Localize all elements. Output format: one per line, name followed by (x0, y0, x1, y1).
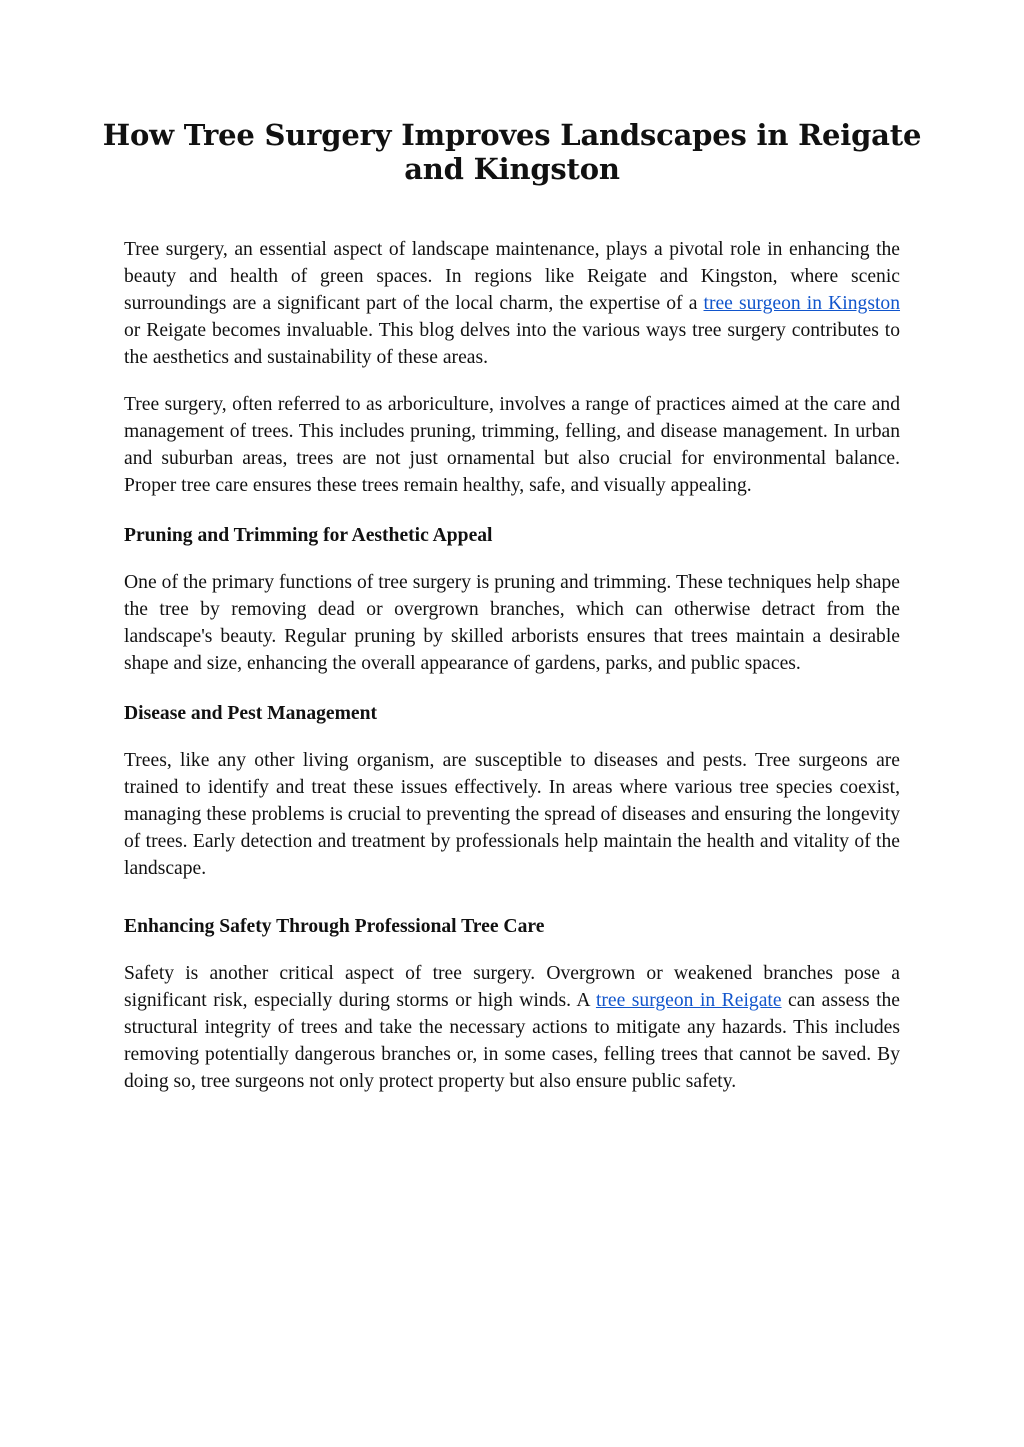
document-page (102, 118, 922, 1095)
arboriculture-paragraph: Tree surgery, often referred to as arboriculture, involves a range of practices aimed at the care and management of trees. This includes pruning, trimming, felling, and disease management. In urban and suburban areas, trees are not just ornamental but also crucial for environmental balance. Proper tree care ensures these trees remain healthy, safe, and visually appealing. (124, 394, 900, 496)
disease-heading: Disease and Pest Management (124, 703, 378, 724)
safety-text-after: can assess the structural integrity of trees and take the necessary actions to mitigate any hazards. This includes removing potentially dangerous branches or, in some cases, felling trees that cannot be saved. By doing so, tree surgeons not only protect property but also ensure public safety. (124, 990, 901, 1092)
safety-heading: Enhancing Safety Through Professional Tree Care (124, 916, 545, 937)
pruning-paragraph: One of the primary functions of tree surgery is pruning and trimming. These techniques help shape the tree by removing dead or overgrown branches, which can otherwise detract from the landscape's beauty. Regular pruning by skilled arborists ensures that trees maintain a desirable shape and size, enhancing the overall appearance of gardens, parks, and public spaces. (124, 572, 900, 674)
tree-surgeon-kingston-link[interactable]: tree surgeon in Kingston (703, 293, 901, 314)
intro-text-before: Tree surgery, an essential aspect of landscape maintenance, plays a pivotal role in enhancing the beauty and health of green spaces. In regions like Reigate and Kingston, where scenic surroundings are a significant part of the local charm, the expertise of a (124, 239, 900, 314)
safety-paragraph (124, 960, 900, 1095)
safety-text-before: Safety is another critical aspect of tree surgery. Overgrown or weakened branches pose a significant risk, especially during storms or high winds. A (124, 963, 900, 1011)
intro-text-after: or Reigate becomes invaluable. This blog delves into the various ways tree surgery contributes to the aesthetics and sustainability of these areas. (124, 320, 900, 368)
pruning-heading: Pruning and Trimming for Aesthetic Appeal (124, 525, 493, 546)
disease-paragraph: Trees, like any other living organism, are susceptible to diseases and pests. Tree surgeons are trained to identify and treat these issues effectively. In areas where various tree species coexist, managing these problems is crucial to preventing the spread of diseases and ensuring the longevity of trees. Early detection and treatment by professionals help maintain the health and vitality of the landscape. (124, 750, 900, 879)
tree-surgeon-reigate-link[interactable]: tree surgeon in Reigate (595, 990, 782, 1011)
intro-paragraph (124, 236, 900, 371)
page-title: How Tree Surgery Improves Landscapes in Reigate and Kingston (102, 118, 922, 186)
